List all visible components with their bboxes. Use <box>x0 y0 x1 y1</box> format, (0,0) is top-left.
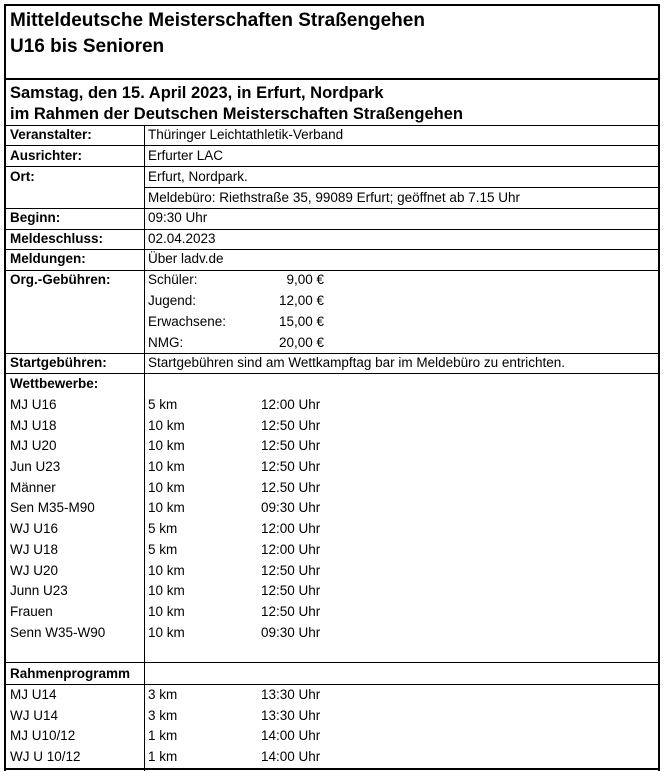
title-divider <box>4 78 660 80</box>
veranstalter-value: Thüringer Leichtathletik-Verband <box>148 127 344 142</box>
event-name: MJ U18 <box>10 418 57 433</box>
row-divider <box>4 166 660 167</box>
event-distance: 10 km <box>148 438 185 453</box>
ort-value: Erfurt, Nordpark. <box>148 169 248 184</box>
row-divider <box>4 373 660 374</box>
event-time: 12:50 Uhr <box>261 438 321 453</box>
context-line: im Rahmen der Deutschen Meisterschaften Straßengehen <box>10 105 463 123</box>
event-time: 12:00 Uhr <box>261 397 321 412</box>
event-name: WJ U14 <box>10 708 59 723</box>
event-distance: 10 km <box>148 500 185 515</box>
event-time: 14:00 Uhr <box>261 728 321 743</box>
event-name: Männer <box>10 480 56 495</box>
wettbewerbe-label: Wettbewerbe: <box>10 376 99 391</box>
event-time: 12:50 Uhr <box>261 459 321 474</box>
frame-top <box>4 4 660 6</box>
rahmenprogramm-label: Rahmenprogramm <box>10 666 131 681</box>
fee-amount: 20,00 € <box>278 335 324 350</box>
title-line-1: Mitteldeutsche Meisterschaften Straßengehen <box>10 10 425 31</box>
fee-name: Jugend: <box>148 293 197 308</box>
event-distance: 10 km <box>148 625 185 640</box>
event-distance: 10 km <box>148 459 185 474</box>
event-time: 12:50 Uhr <box>261 604 321 619</box>
event-name: WJ U20 <box>10 563 59 578</box>
event-distance: 3 km <box>148 708 178 723</box>
event-distance: 1 km <box>148 749 178 764</box>
schedule-sheet <box>4 4 660 771</box>
event-name: Sen M35-M90 <box>10 500 95 515</box>
event-name: MJ U14 <box>10 687 57 702</box>
row-divider <box>4 208 660 209</box>
beginn-value: 09:30 Uhr <box>148 210 208 225</box>
event-distance: 10 km <box>148 418 185 433</box>
event-time: 12:50 Uhr <box>261 418 321 433</box>
event-distance: 10 km <box>148 563 185 578</box>
event-name: MJ U10/12 <box>10 728 76 743</box>
event-time: 13:30 Uhr <box>261 708 321 723</box>
veranstalter-label: Veranstalter: <box>10 127 92 142</box>
event-distance: 3 km <box>148 687 178 702</box>
fee-amount: 12,00 € <box>278 293 324 308</box>
event-name: WJ U 10/12 <box>10 749 81 764</box>
event-distance: 5 km <box>148 521 178 536</box>
fee-name: Schüler: <box>148 272 198 287</box>
event-name: Junn U23 <box>10 583 68 598</box>
event-time: 12.50 Uhr <box>261 480 321 495</box>
column-divider <box>144 125 145 771</box>
startgebuehren-label: Startgebühren: <box>10 355 107 370</box>
fee-name: NMG: <box>148 335 184 350</box>
meldungen-label: Meldungen: <box>10 251 86 266</box>
event-time: 09:30 Uhr <box>261 625 321 640</box>
row-divider <box>4 145 660 146</box>
gebuehren-label: Org.-Gebühren: <box>10 272 111 287</box>
event-time: 09:30 Uhr <box>261 500 321 515</box>
fee-amount: 9,00 € <box>286 272 324 287</box>
fee-name: Erwachsene: <box>148 314 227 329</box>
ausrichter-label: Ausrichter: <box>10 148 83 163</box>
event-time: 12:00 Uhr <box>261 521 321 536</box>
meldungen-value: Über ladv.de <box>148 251 224 266</box>
event-distance: 5 km <box>148 397 178 412</box>
event-distance: 1 km <box>148 728 178 743</box>
event-distance: 10 km <box>148 480 185 495</box>
frame-bottom <box>4 768 660 770</box>
event-name: Senn W35-W90 <box>10 625 106 640</box>
startgebuehren-value: Startgebühren sind am Wettkampftag bar im Meldebüro zu entrichten. <box>148 355 565 370</box>
event-name: MJ U20 <box>10 438 57 453</box>
event-time: 13:30 Uhr <box>261 687 321 702</box>
title-line-2: U16 bis Senioren <box>10 36 165 57</box>
fee-amount: 15,00 € <box>278 314 324 329</box>
event-name: Frauen <box>10 604 53 619</box>
meldeschluss-label: Meldeschluss: <box>10 231 104 246</box>
event-time: 12:50 Uhr <box>261 583 321 598</box>
event-distance: 10 km <box>148 604 185 619</box>
event-time: 12:00 Uhr <box>261 542 321 557</box>
row-divider <box>4 249 660 250</box>
section-divider <box>4 662 660 663</box>
event-name: WJ U18 <box>10 542 59 557</box>
ort-label: Ort: <box>10 169 35 184</box>
section-divider <box>4 684 660 685</box>
event-name: MJ U16 <box>10 397 57 412</box>
event-time: 14:00 Uhr <box>261 749 321 764</box>
date-line: Samstag, den 15. April 2023, in Erfurt, Nordpark <box>10 84 384 102</box>
event-name: Jun U23 <box>10 459 61 474</box>
ausrichter-value: Erfurter LAC <box>148 148 224 163</box>
event-distance: 5 km <box>148 542 178 557</box>
event-name: WJ U16 <box>10 521 59 536</box>
event-distance: 10 km <box>148 583 185 598</box>
frame-left <box>4 4 6 771</box>
frame-right <box>658 4 660 771</box>
beginn-label: Beginn: <box>10 210 61 225</box>
meldebuero-value: Meldebüro: Riethstraße 35, 99089 Erfurt; geöffnet ab 7.15 Uhr <box>148 190 520 205</box>
event-time: 12:50 Uhr <box>261 563 321 578</box>
meldeschluss-value: 02.04.2023 <box>148 231 216 246</box>
